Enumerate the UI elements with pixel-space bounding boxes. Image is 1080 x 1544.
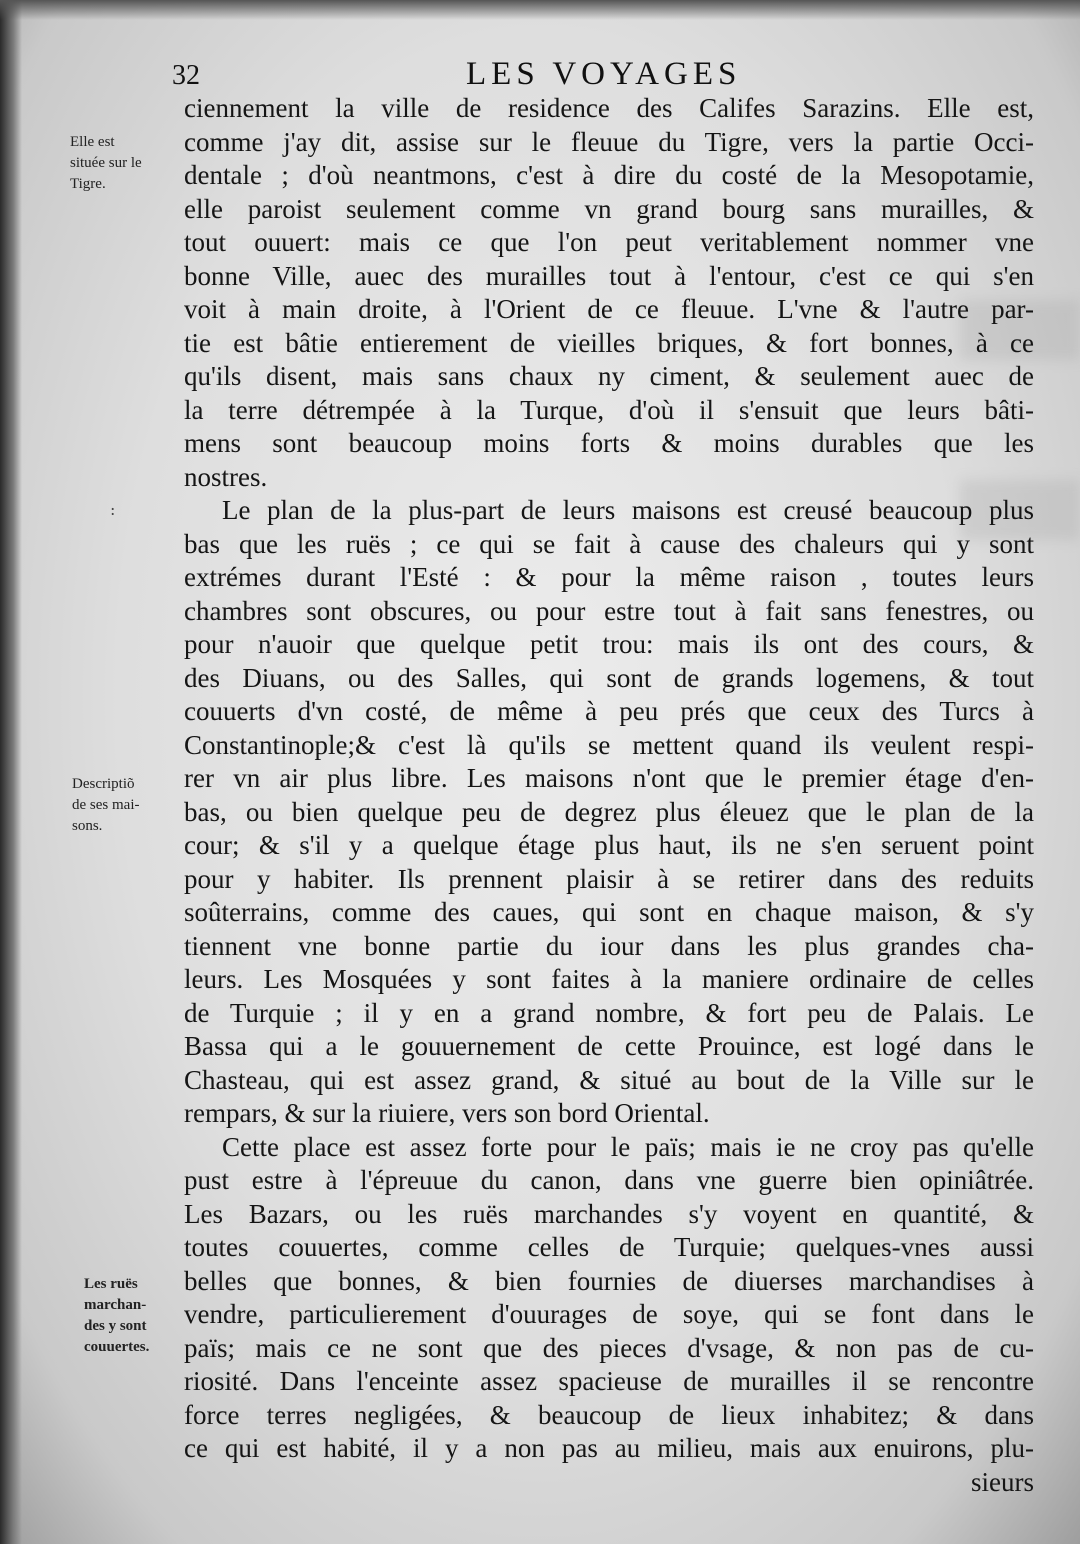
margin-note-line: Tigre. xyxy=(70,176,106,192)
text-line: Bassa qui a le gouuernement de cette Prouince, est logé dans le xyxy=(184,1031,1034,1061)
text-line: vendre, particulierement d'ouurages de soye, qui se font dans le xyxy=(184,1299,1034,1329)
running-title: LES VOYAGES xyxy=(466,56,742,92)
text-line: elle paroist seulement comme vn grand bourg sans murailles, & xyxy=(184,193,1034,224)
text-line: toutes couuertes, comme celles de Turquie; quelques-vnes aussi xyxy=(184,1232,1034,1262)
text-line: des Diuans, ou des Salles, qui sont de grands logemens, & tout xyxy=(184,662,1034,693)
text-line: Le plan de la plus-part de leurs maisons est creusé beaucoup plus xyxy=(222,495,1034,525)
text-line: extrémes durant l'Esté : & pour la même raison , toutes leurs xyxy=(184,562,1034,592)
text-line: pour n'auoir que quelque petit trou: mais ils ont des cours, & xyxy=(184,629,1034,659)
text-line: ciennement la ville de residence des Califes Sarazins. Elle est, xyxy=(184,93,1034,123)
text-line: tout ouuert: mais ce que l'on peut veritablement nommer vne xyxy=(184,227,1034,257)
text-line: bas que les ruës ; ce qui se fait à cause des chaleurs qui y sont xyxy=(184,528,1034,559)
text-line: Cette place est assez forte pour le païs; mais ie ne croy pas qu'elle xyxy=(222,1131,1034,1162)
text-line: cour; & s'il y a quelque étage plus haut, ils ne s'en seruent point xyxy=(184,830,1034,860)
text-line: de Turquie ; il y en a grand nombre, & fort peu de Palais. Le xyxy=(184,997,1034,1028)
text-line: tiennent vne bonne partie du iour dans les plus grandes cha- xyxy=(184,930,1034,961)
page-top-shadow xyxy=(0,0,1080,20)
text-line: païs; mais ce ne sont que des pieces d'vsage, & non pas de cu- xyxy=(184,1332,1034,1363)
margin-note-line: située sur le xyxy=(70,155,142,171)
page-gutter-shadow xyxy=(0,0,22,1544)
margin-note-line: Descriptiõ xyxy=(72,776,135,792)
text-line: rer vn air plus libre. Les maisons n'ont que le premier étage d'en- xyxy=(184,763,1034,793)
text-line: force terres negligées, & beaucoup de lieux inhabitez; & dans xyxy=(184,1399,1034,1430)
text-line: Les Bazars, ou les ruës marchandes s'y voyent en quantité, & xyxy=(184,1198,1034,1229)
text-line: dentale ; d'où neantmons, c'est à dire du costé de la Mesopotamie, xyxy=(184,160,1034,190)
text-line: rempars, & sur la riuiere, vers son bord Oriental. xyxy=(184,1098,710,1128)
margin-note-tigre xyxy=(70,132,180,195)
margin-note-line: Elle est xyxy=(70,134,115,150)
text-line: Constantinople;& c'est là qu'ils se mettent quand ils veulent respi- xyxy=(184,729,1034,760)
text-line: Chasteau, qui est assez grand, & situé au bout de la Ville sur le xyxy=(184,1064,1034,1095)
text-line: voit à main droite, à l'Orient de ce fleuue. L'vne & l'autre par- xyxy=(184,294,1034,324)
margin-note-line: sons. xyxy=(72,818,103,834)
text-line: qu'ils disent, mais sans chaux ny ciment, & seulement auec de xyxy=(184,361,1034,391)
margin-note-line: de ses mai- xyxy=(72,797,140,813)
text-line: mens sont beaucoup moins forts & moins durables que les xyxy=(184,428,1034,458)
margin-note-rues xyxy=(84,1274,184,1358)
catchword: sieurs xyxy=(971,1466,1034,1497)
text-line: bas, ou bien quelque peu de degrez plus éleuez que le plan de la xyxy=(184,796,1034,827)
text-line: la terre détrempée à la Turque, d'où il s'ensuit que leurs bâti- xyxy=(184,394,1034,425)
margin-note-line: marchan- xyxy=(84,1297,147,1313)
margin-note-line: des y sont xyxy=(84,1318,147,1334)
text-line: chambres sont obscures, ou pour estre tout à fait sans fenestres, ou xyxy=(184,595,1034,626)
page-header xyxy=(160,56,1040,96)
margin-note-line: couuertes. xyxy=(84,1339,150,1355)
margin-note-maisons xyxy=(72,774,182,837)
text-line: ce qui est habité, il y a non pas au milieu, mais aux enuirons, plu- xyxy=(184,1433,1034,1463)
ink-mark: : xyxy=(110,500,116,519)
text-line: couuerts d'vn costé, de même à peu prés que ceux des Turcs à xyxy=(184,696,1034,726)
text-line: nostres. xyxy=(184,461,268,492)
text-line: pust estre à l'épreuue du canon, dans vne guerre bien opiniâtrée. xyxy=(184,1165,1034,1195)
text-line: pour y habiter. Ils prennent plaisir à se retirer dans des reduits xyxy=(184,863,1034,894)
text-line: belles que bonnes, & bien fournies de diuerses marchandises à xyxy=(184,1265,1034,1296)
text-line: tie est bâtie entierement de vieilles briques, & fort bonnes, à ce xyxy=(184,327,1034,358)
body-text xyxy=(184,92,1034,1499)
text-line: riosité. Dans l'enceinte assez spacieuse de murailles il se rencontre xyxy=(184,1366,1034,1396)
text-line: soûterrains, comme des caues, qui sont en chaque maison, & s'y xyxy=(184,897,1034,927)
margin-note-line: Les ruës xyxy=(84,1276,138,1292)
text-line: leurs. Les Mosquées y sont faites à la maniere ordinaire de celles xyxy=(184,964,1034,994)
text-line: bonne Ville, auec des murailles tout à l'entour, c'est ce qui s'en xyxy=(184,260,1034,291)
text-line: comme j'ay dit, assise sur le fleuue du Tigre, vers la partie Occi- xyxy=(184,126,1034,157)
page-number: 32 xyxy=(172,60,200,91)
